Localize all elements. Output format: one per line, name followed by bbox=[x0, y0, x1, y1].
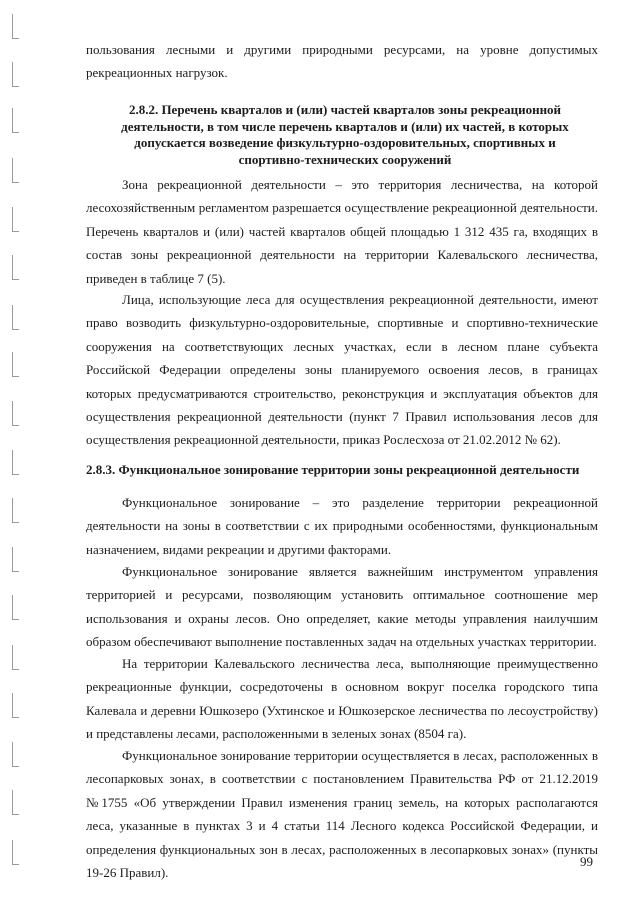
paragraph-zoning-regulation: Функциональное зонирование территории осуществляется в лесах, расположенных в лесопарковых зонах, в соответствии с постановлением Правительства РФ от 21.12.2019 №1755 «Об утверждении Правил изменения границ земель, на которых располагаются леса, указанные в пунктах 3 и 4 статьи 114 Лесного кодекса Российской Федерации, и определения функциональных зон в лесах, расположенных в лесопарковых зонах» (пункты 19-26 Правил). bbox=[86, 748, 598, 881]
paragraph-zoning-definition: Функциональное зонирование – это разделение территории рекреационной деятельности на зоны в соответствии с их природными особенностями, функциональным назначением, видами рекреации и другими факторами. bbox=[86, 495, 598, 557]
binding-mark bbox=[12, 693, 19, 718]
paragraph-intro: пользования лесными и другими природными ресурсами, на уровне допустимых рекреационных нагрузок. bbox=[86, 42, 598, 81]
paragraph-sports-facilities: Лица, использующие леса для осуществления рекреационной деятельности, имеют право возводить физкультурно-оздоровительные, спортивные и спортивно-технические сооружения на соответствующих лесных участках, если в лесном плане субъекта Российской Федерации определены зоны планируемого освоения лесов, в границах которых предусматриваются строительство, реконструкция и эксплуатация объектов для осуществления рекреационной деятельности (пункт 7 Правил использования лесов для осуществления рекреационной деятельности, приказ Рослесхоза от 21.02.2012 № 62). bbox=[86, 292, 598, 448]
binding-mark bbox=[12, 14, 19, 39]
binding-mark bbox=[12, 401, 19, 426]
paragraph-recreation-zone: Зона рекреационной деятельности – это территория лесничества, на которой лесохозяйственным регламентом разрешается осуществление рекреационной деятельности. Перечень кварталов и (или) частей кварталов общей площадью 1 312 435 га, входящих в состав зоны рекреационной деятельности на территории Калевальского лесничества, приведен в таблице 7 (5). bbox=[86, 177, 598, 286]
binding-mark bbox=[12, 158, 19, 183]
binding-mark bbox=[12, 352, 19, 377]
binding-mark bbox=[12, 547, 19, 572]
binding-mark bbox=[12, 645, 19, 670]
section-heading-2-8-3: 2.8.3. Функциональное зонирование территории зоны рекреационной деятельности bbox=[86, 462, 580, 477]
binding-mark bbox=[12, 450, 19, 475]
paragraph-kalevala-forests: На территории Калевальского лесничества леса, выполняющие преимущественно рекреационные функции, сосредоточены в основном вокруг поселка городского типа Калевала и деревни Юшкозеро (Ухтинское и Юшкозерское лесничества по лесоустройству) и представлены лесами, расположенными в зеленых зонах (8504 га). bbox=[86, 656, 598, 742]
binding-mark bbox=[12, 108, 19, 133]
binding-mark bbox=[12, 742, 19, 767]
binding-mark bbox=[12, 595, 19, 620]
binding-mark bbox=[12, 62, 19, 87]
binding-margin-marks bbox=[0, 0, 30, 905]
binding-mark bbox=[12, 840, 19, 865]
paragraph-zoning-instrument: Функциональное зонирование является важнейшим инструментом управления территорией и ресурсами, позволяющим установить оптимальное соотношение мер использования и охраны лесов. Оно определяет, какие методы управления наилучшим образом обеспечивают выполнение поставленных задач на отдельных участках территории. bbox=[86, 564, 598, 650]
binding-mark bbox=[12, 207, 19, 232]
binding-mark bbox=[12, 790, 19, 815]
binding-mark bbox=[12, 305, 19, 330]
binding-mark bbox=[12, 498, 19, 523]
binding-mark bbox=[12, 255, 19, 280]
page-number: 99 bbox=[580, 854, 593, 869]
section-heading-2-8-2: 2.8.2. Перечень кварталов и (или) частей кварталов зоны рекреационной деятельности, в том числе перечень кварталов и (или) их частей, в которых допускается возведение физкультурно-оздоровительных, спортивных и спортивно-технических сооружений bbox=[121, 102, 569, 167]
